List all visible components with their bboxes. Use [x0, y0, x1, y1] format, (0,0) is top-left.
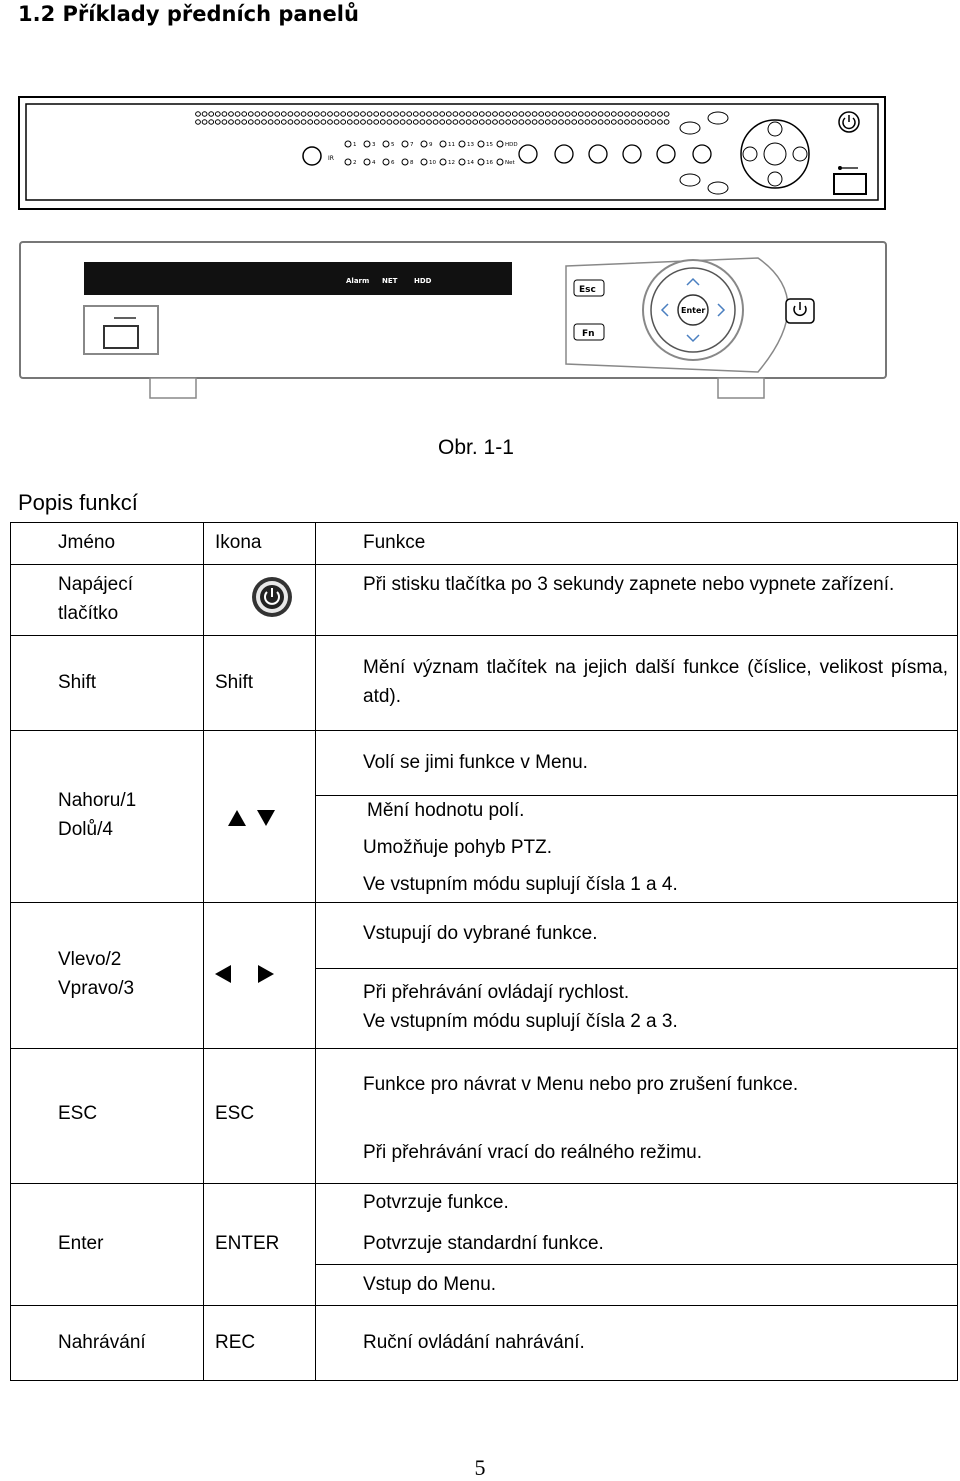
row-updown-function-1: Volí se jimi funkce v Menu. [363, 752, 588, 773]
indicator-label: 3 [372, 142, 376, 148]
row-shift-icon: Shift [215, 672, 254, 693]
header-function: Funkce [363, 532, 426, 553]
triangle-right-icon [258, 965, 274, 983]
display-indicator-label: HDD [414, 277, 432, 285]
triangle-down-icon [257, 810, 275, 826]
power-icon [250, 575, 294, 628]
triangle-up-icon [228, 810, 246, 826]
navigation-cluster-icon [643, 260, 743, 360]
enter-button-label: Enter [681, 306, 706, 315]
ir-label: IR [328, 155, 334, 162]
svg-text:AlarmNETHDD [346, 277, 432, 285]
indicator-label: 12 [448, 160, 455, 166]
fn-button-label: Fn [582, 329, 595, 339]
indicator-label: Net [505, 160, 515, 166]
row-enter-function-1: Potvrzuje funkce. [363, 1192, 509, 1213]
figure-caption: Obr. 1-1 [438, 436, 514, 459]
row-leftright-name-1: Vlevo/2 [58, 949, 122, 970]
indicator-label: 6 [391, 160, 395, 166]
display-indicator-label: Alarm [346, 277, 370, 285]
row-enter-function-3: Vstup do Menu. [363, 1274, 497, 1295]
indicator-label: 8 [410, 160, 414, 166]
header-name: Jméno [58, 532, 116, 553]
row-leftright-function-2: Při přehrávání ovládají rychlost. [363, 982, 630, 1003]
row-updown-function-3: Umožňuje pohyb PTZ. [363, 837, 553, 858]
row-updown-function-4: Ve vstupním módu suplují čísla 1 a 4. [363, 874, 678, 895]
row-enter-icon: ENTER [215, 1233, 280, 1254]
row-rec-function: Ruční ovládání nahrávání. [363, 1332, 585, 1353]
row-enter-function-2: Potvrzuje standardní funkce. [363, 1233, 604, 1254]
front-panel-figure-1 [18, 96, 888, 212]
row-rec-icon: REC [215, 1332, 256, 1353]
row-esc-icon: ESC [215, 1103, 255, 1124]
row-leftright-name-2: Vpravo/3 [58, 978, 135, 999]
indicator-label: 16 [486, 160, 493, 166]
indicator-label: 4 [372, 160, 376, 166]
row-leftright-function-1: Vstupují do vybrané funkce. [363, 923, 598, 944]
front-panel-figure-2 [18, 240, 890, 400]
row-power-function: Při stisku tlačítka po 3 sekundy zapnete nebo vypnete zařízení. [363, 574, 895, 595]
triangle-left-icon [215, 965, 231, 983]
power-icon [839, 112, 859, 132]
power-icon [786, 299, 814, 323]
navigation-cluster-icon [741, 120, 809, 188]
header-icon: Ikona [215, 532, 262, 553]
indicator-label: 14 [467, 160, 474, 166]
indicator-label: 15 [486, 142, 493, 148]
ir-window-icon [303, 147, 321, 165]
row-esc-function-1: Funkce pro návrat v Menu nebo pro zrušení funkce. [363, 1074, 799, 1095]
page-number: 5 [474, 1455, 486, 1480]
row-leftright-function-3: Ve vstupním módu suplují čísla 2 a 3. [363, 1011, 678, 1032]
esc-button-label: Esc [579, 285, 596, 295]
indicator-label: 2 [353, 160, 357, 166]
row-power-name: Napájecí tlačítko [58, 574, 133, 624]
display-indicator-label: NET [382, 277, 398, 285]
indicator-label: 11 [448, 142, 455, 148]
indicator-label: 13 [467, 142, 474, 148]
section-heading: 1.2 Příklady předních panelů [18, 2, 359, 26]
indicator-label: 7 [410, 142, 414, 148]
row-updown-name-2: Dolů/4 [58, 819, 113, 840]
indicator-label: 1 [353, 142, 357, 148]
function-table [10, 522, 958, 1382]
row-esc-function-2: Při přehrávání vrací do reálného režimu. [363, 1142, 702, 1163]
row-rec-name: Nahrávání [58, 1332, 146, 1353]
usb-icon [84, 306, 158, 354]
row-updown-name-1: Nahoru/1 [58, 790, 137, 811]
row-esc-name: ESC [58, 1103, 98, 1124]
row-enter-name: Enter [58, 1233, 104, 1254]
indicator-label: 9 [429, 142, 433, 148]
indicator-label: 5 [391, 142, 395, 148]
section-subheading: Popis funkcí [18, 490, 138, 515]
indicator-label: 10 [429, 160, 436, 166]
row-shift-name: Shift [58, 672, 97, 693]
row-shift-function: Mění význam tlačítek na jejich další funkce (číslice, velikost písma, atd). [363, 657, 948, 707]
indicator-label: HDD [505, 142, 518, 148]
row-updown-function-2: Mění hodnotu polí. [367, 800, 525, 821]
